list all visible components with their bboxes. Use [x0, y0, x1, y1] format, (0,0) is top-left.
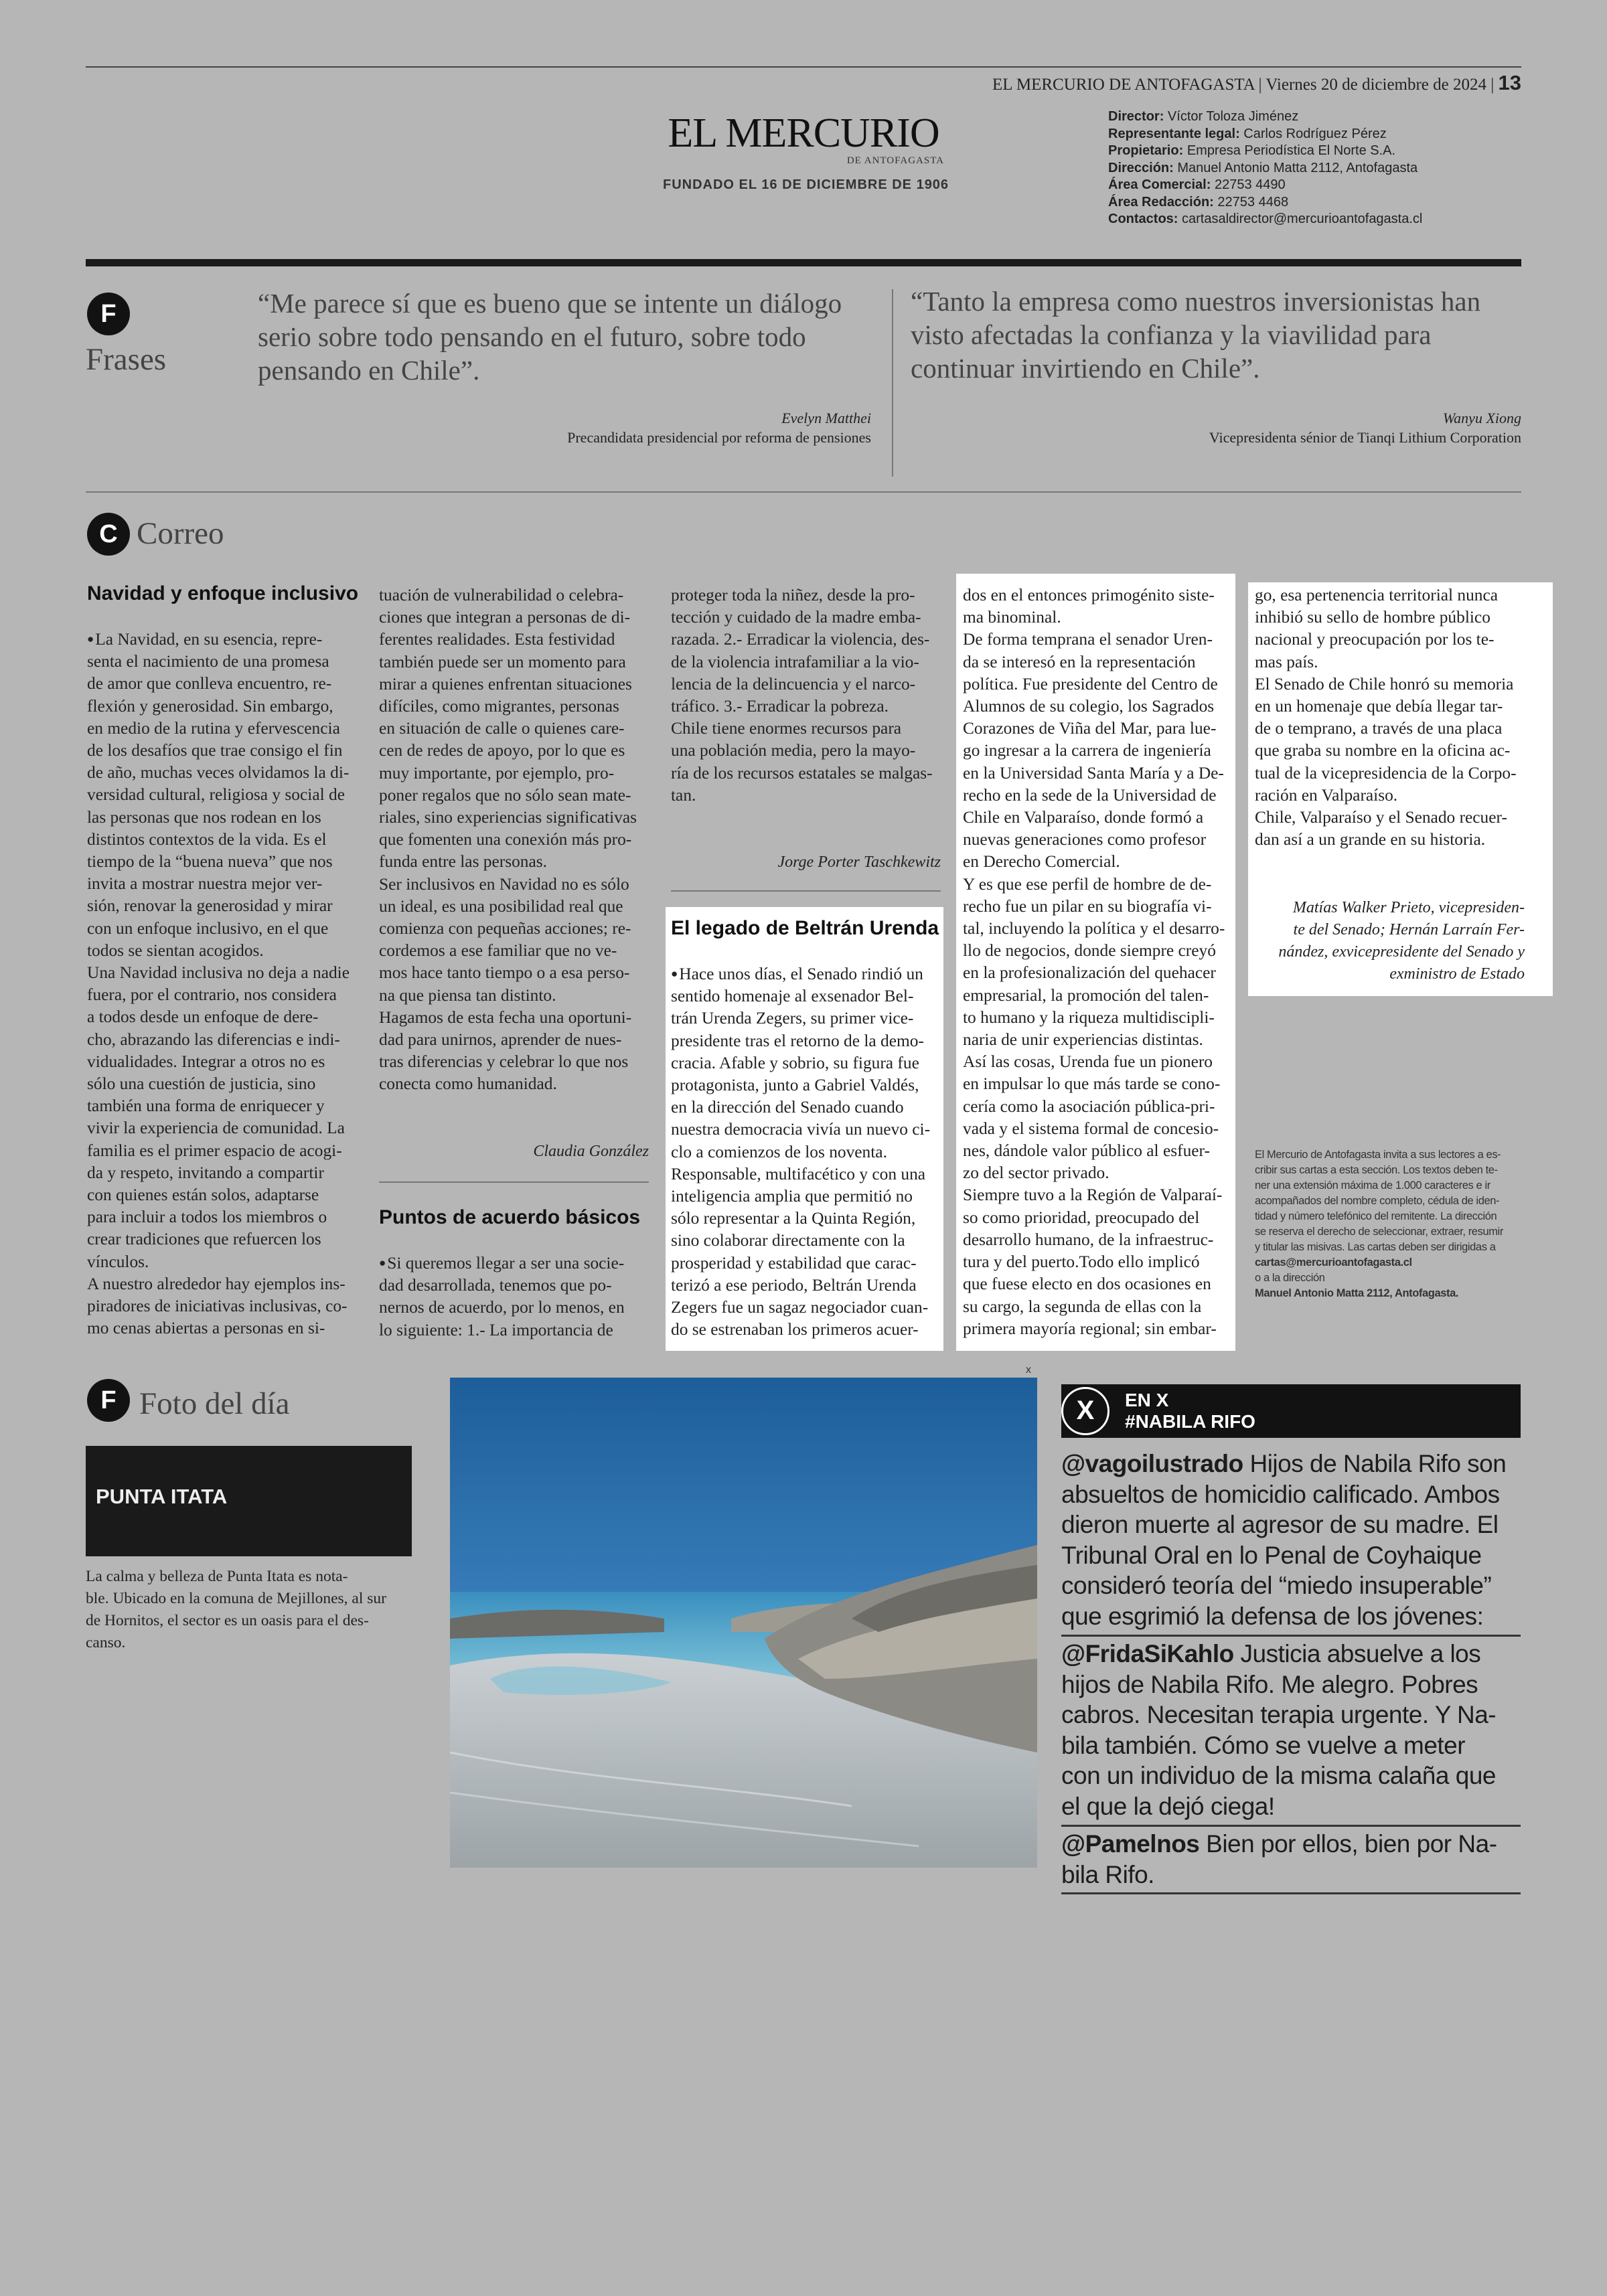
- frases-badge-icon: F: [87, 293, 130, 335]
- letter-divider: [671, 890, 941, 892]
- header-thick-rule: [86, 259, 1521, 266]
- masthead-logo: EL MERCURIO: [668, 110, 939, 156]
- tweet-fridasikahlo: @FridaSiKahlo Justicia absuelve a los hijos de Nabila Rifo. Me alegro. Pobres cabros. Necesitan terapia urgente. Y Na- bila también. Cómo se vuelve a meter con un individuo de la misma calaña que el que la dejó ciega!: [1061, 1640, 1497, 1820]
- tweet-divider: [1061, 1825, 1521, 1827]
- letter-title-navidad: Navidad y enfoque inclusivo: [87, 582, 359, 604]
- tweet-handle[interactable]: @vagoilustrado: [1061, 1450, 1243, 1477]
- tweet-handle[interactable]: @FridaSiKahlo: [1061, 1640, 1234, 1667]
- en-x-header: [1061, 1384, 1521, 1438]
- quote-1-author: Evelyn Matthei: [781, 410, 871, 426]
- folio: EL MERCURIO DE ANTOFAGASTA | Viernes 20 de diciembre de 2024 | 13: [992, 71, 1521, 94]
- staff-row: Dirección: Manuel Antonio Matta 2112, Antofagasta: [1108, 160, 1418, 175]
- correo-badge-icon: C: [87, 513, 130, 556]
- signature-claudia-gonzalez: Claudia González: [533, 1143, 649, 1160]
- staff-row: Director: Víctor Toloza Jiménez: [1108, 109, 1299, 124]
- quote-2: “Tanto la empresa como nuestros inversionistas han visto afectadas la confianza y la viavilidad para continuar invirtiendo en Chile”.: [911, 286, 1481, 384]
- quote-2-author: Wanyu Xiong: [1442, 410, 1521, 426]
- section-rule: [86, 491, 1521, 493]
- quote-2-role: Vicepresidenta sénior de Tianqi Lithium Corporation: [1209, 429, 1521, 446]
- en-x-title: EN X: [1125, 1390, 1169, 1410]
- letter-puntos-body-cont: proteger toda la niñez, desde la pro- tección y cuidado de la madre emba- razada. 2.- Erradicar la violencia, des- de la violencia intrafamiliar a la vio- lencia de la delincuencia y el narco- tráfico. 3.- Erradicar la pobreza. Chile tiene enormes recursos para una población media, pero la mayo- ría de los recursos estatales se malgas- tan.: [671, 586, 933, 805]
- tweet-divider: [1061, 1635, 1521, 1637]
- letter-puntos-body: ● Si queremos llegar a ser una socie- dad desarrollada, tenemos que po- nernos de acuerdo, por lo menos, en lo siguiente: 1.- La importancia de: [379, 1252, 649, 1341]
- staff-box: [1108, 108, 1510, 228]
- staff-row: Área Comercial: 22753 4490: [1108, 177, 1286, 192]
- tweet-handle[interactable]: @Pamelnos: [1061, 1830, 1200, 1858]
- staff-row: Representante legal: Carlos Rodríguez Pérez: [1108, 126, 1387, 141]
- letter-navidad-body: ● La Navidad, en su esencia, repre- senta el nacimiento de una promesa de amor que conlleva encuentro, re- flexión y generosidad. Sin embargo, en medio de la rutina y efervescencia de los desafíos que trae consigo el fin de año, muchas veces olvidamos la di- versidad cultural, religiosa y social de las personas que nos rodean en los distintos contextos de la vida. Es el tiempo de la “buena nueva” que nos invita a mostrar nuestra mejor ver- sión, renovar la generosidad y mirar con un enfoque inclusivo, en el que todos se sientan acogidos. Una Navidad inclusiva no deja a nadie fuera, por el contrario, nos considera a todos desde un enfoque de dere- cho, abrazando las diferencias e indi- vidualidades. Integrar a otros no es sólo una cuestión de justicia, sino también una forma de enriquecer y vivir la experiencia de comunidad. La familia es el primer espacio de acogi- da y respeto, invitando a compartir con quienes están solos, adaptarse para incluir a todos los miembros o crear tradiciones que refuercen los vínculos. A nuestro alrededor hay ejemplos ins- piradores de iniciativas inclusivas, co- mo cenas abiertas a personas en si-: [87, 628, 357, 1340]
- photo-punta-itata: [450, 1378, 1037, 1868]
- foto-badge-icon: F: [87, 1379, 130, 1422]
- letters-policy-note: El Mercurio de Antofagasta invita a sus lectores a es- cribir sus cartas a esta sección. Los textos deben te- ner una extensión máxima de 1.000 caracteres e ir acompañados del nombre completo, cédula de iden- tidad y número telefónico del remitente. La dirección se reserva el derecho de seleccionar, extraer, resumir y titular las misivas. Las cartas deben ser dirigidas a cartas@mercurioantofagasta.cl o a la dirección Manuel Antonio Matta 2112, Antofagasta.: [1255, 1147, 1529, 1301]
- en-x-hashtag: #NABILA RIFO: [1125, 1411, 1255, 1432]
- tweet-pamelnos: @Pamelnos Bien por ellos, bien por Na- bila Rifo.: [1061, 1830, 1497, 1888]
- letter-title-puntos: Puntos de acuerdo básicos: [379, 1206, 641, 1228]
- letters-address: Manuel Antonio Matta 2112, Antofagasta.: [1255, 1287, 1459, 1299]
- masthead-logo-sub: DE ANTOFAGASTA: [846, 155, 944, 166]
- letter-urenda-body-end: go, esa pertenencia territorial nunca inhibió su sello de hombre público nacional y preocupación por los te- mas país. El Senado de Chile honró su memoria en un homenaje que debía llegar tar- de o temprano, a través de una placa que graba su nombre en la oficina ac- tual de la vicepresidencia de la Corpo- ración en Valparaíso. Chile, Valparaíso y el Senado recuer- dan así a un grande en su historia.: [1255, 586, 1517, 849]
- quote-1-role: Precandidata presidencial por reforma de pensiones: [567, 429, 871, 446]
- signature-jorge-porter: Jorge Porter Taschkewitz: [777, 853, 941, 871]
- quote-1: “Me parece sí que es bueno que se intente un diálogo serio sobre todo pensando en el futuro, sobre todo pensando en Chile”.: [258, 288, 842, 386]
- x-logo-icon: X: [1061, 1387, 1109, 1435]
- signature-walker-larrain: Matías Walker Prieto, vicepresiden- te del Senado; Hernán Larraín Fer- nández, exvicepresidente del Senado y exministro de Estado: [1278, 899, 1525, 983]
- tweet-divider: [1061, 1892, 1521, 1894]
- staff-email-link[interactable]: cartasaldirector@mercurioantofagasta.cl: [1182, 212, 1423, 226]
- letter-urenda-body: ● Hace unos días, el Senado rindió un sentido homenaje al exsenador Bel- trán Urenda Zegers, su primer vice- presidente tras el retorno de la demo- cracia. Afable y sobrio, su figura fue protagonista, junto a Gabriel Valdés, en la dirección del Senado cuando nuestra democracia vivía un nuevo ci- clo a comienzos de los noventa. Responsable, multifacético y con una inteligencia amplia que permitió no sólo representar a la Quinta Región, sino colaborar directamente con la prosperidad y estabilidad que carac- terizó a ese periodo, Beltrán Urenda Zegers fue un sagaz negociador cuan- do se estrenaban los primeros acuer-: [671, 963, 941, 1341]
- beach-photo-illustration: [450, 1378, 1037, 1868]
- foto-label: Foto del día: [139, 1386, 290, 1421]
- photo-close-mark: x: [1026, 1364, 1031, 1376]
- staff-row: Contactos: cartasaldirector@mercurioantofagasta.cl: [1108, 212, 1423, 226]
- top-rule: [86, 66, 1521, 68]
- page-number: 13: [1498, 71, 1521, 94]
- frases-divider: [892, 289, 893, 477]
- staff-row: Área Redacción: 22753 4468: [1108, 194, 1289, 210]
- staff-row: Propietario: Empresa Periodística El Norte S.A.: [1108, 143, 1396, 158]
- letter-navidad-body-cont: tuación de vulnerabilidad o celebra- ciones que integran a personas de di- ferentes realidades. Esta festividad también puede ser un momento para mirar a quienes enfrentan situaciones difíciles, como migrantes, personas en situación de calle o quienes care- cen de redes de apoyo, por lo que es muy importante, por ejemplo, pro- poner regalos que no sólo sean mate- riales, sino experiencias significativas que fomenten una conexión más pro- funda entre las personas. Ser inclusivos en Navidad no es sólo un ideal, es una posibilidad real que comienza con pequeñas acciones; re- cordemos a ese familiar que no ve- mos hace tanto tiempo o a esa perso- na que piensa tan distinto. Hagamos de esta fecha una oportuni- dad para unirnos, aprender de nues- tras diferencias y celebrar lo que nos conecta como humanidad.: [379, 586, 637, 1094]
- letter-urenda-body-cont: dos en el entonces primogénito siste- ma binominal. De forma temprana el senador Uren- da se interesó en la representación política. Fue presidente del Centro de Alumnos de su colegio, los Sagrados Corazones de Viña del Mar, para lue- go ingresar a la carrera de ingeniería en la Universidad Santa María y a De- recho en la sede de la Universidad de Chile en Valparaíso, donde formó a nuevas generaciones como profesor en Derecho Comercial. Y es que ese perfil de hombre de de- recho fue un pilar en su biografía vi- tal, incluyendo la política y el desarro- llo de negocios, donde siempre creyó en la profesionalización del quehacer empresarial, la promoción del talen- to humano y la riqueza multidiscipli- naria de unir experiencias distintas. Así las cosas, Urenda fue un pionero en impulsar lo que más tarde se cono- cería como la asociación pública-pri- vada y el sistema formal de concesio- nes, dándole valor público al esfuer- zo del sector privado. Siempre tuvo a la Región de Valparaí- so como prioridad, preocupado del desarrollo humano, de la infraestruc- tura y del puerto.Todo ello implicó que fuese electo en dos ocasiones en su cargo, la segunda de ellas con la primera mayoría regional; sin embar-: [963, 586, 1225, 1338]
- correo-label: Correo: [137, 516, 224, 551]
- masthead: [663, 110, 949, 193]
- letter-title-urenda: El legado de Beltrán Urenda: [671, 917, 939, 939]
- photo-caption: La calma y belleza de Punta Itata es nota- ble. Ubicado en la comuna de Mejillones, al sur de Hornitos, el sector es un oasis para el des- canso.: [86, 1568, 386, 1651]
- newspaper-name: EL MERCURIO DE ANTOFAGASTA: [992, 76, 1255, 94]
- letters-email-link[interactable]: cartas@mercurioantofagasta.cl: [1255, 1256, 1412, 1268]
- tweet-vagoilustrado: @vagoilustrado Hijos de Nabila Rifo son absueltos de homicidio calificado. Ambos dieron muerte al agresor de su madre. El Tribunal Oral en lo Penal de Coyhaique consideró teoría del “miedo insuperable” que esgrimió la defensa de los jóvenes:: [1061, 1450, 1507, 1630]
- photo-title: PUNTA ITATA: [96, 1485, 228, 1508]
- issue-date: Viernes 20 de diciembre de 2024: [1266, 76, 1486, 94]
- founded-line: FUNDADO EL 16 DE DICIEMBRE DE 1906: [663, 177, 949, 192]
- letter-divider: [379, 1181, 649, 1183]
- frases-label: Frases: [86, 342, 167, 377]
